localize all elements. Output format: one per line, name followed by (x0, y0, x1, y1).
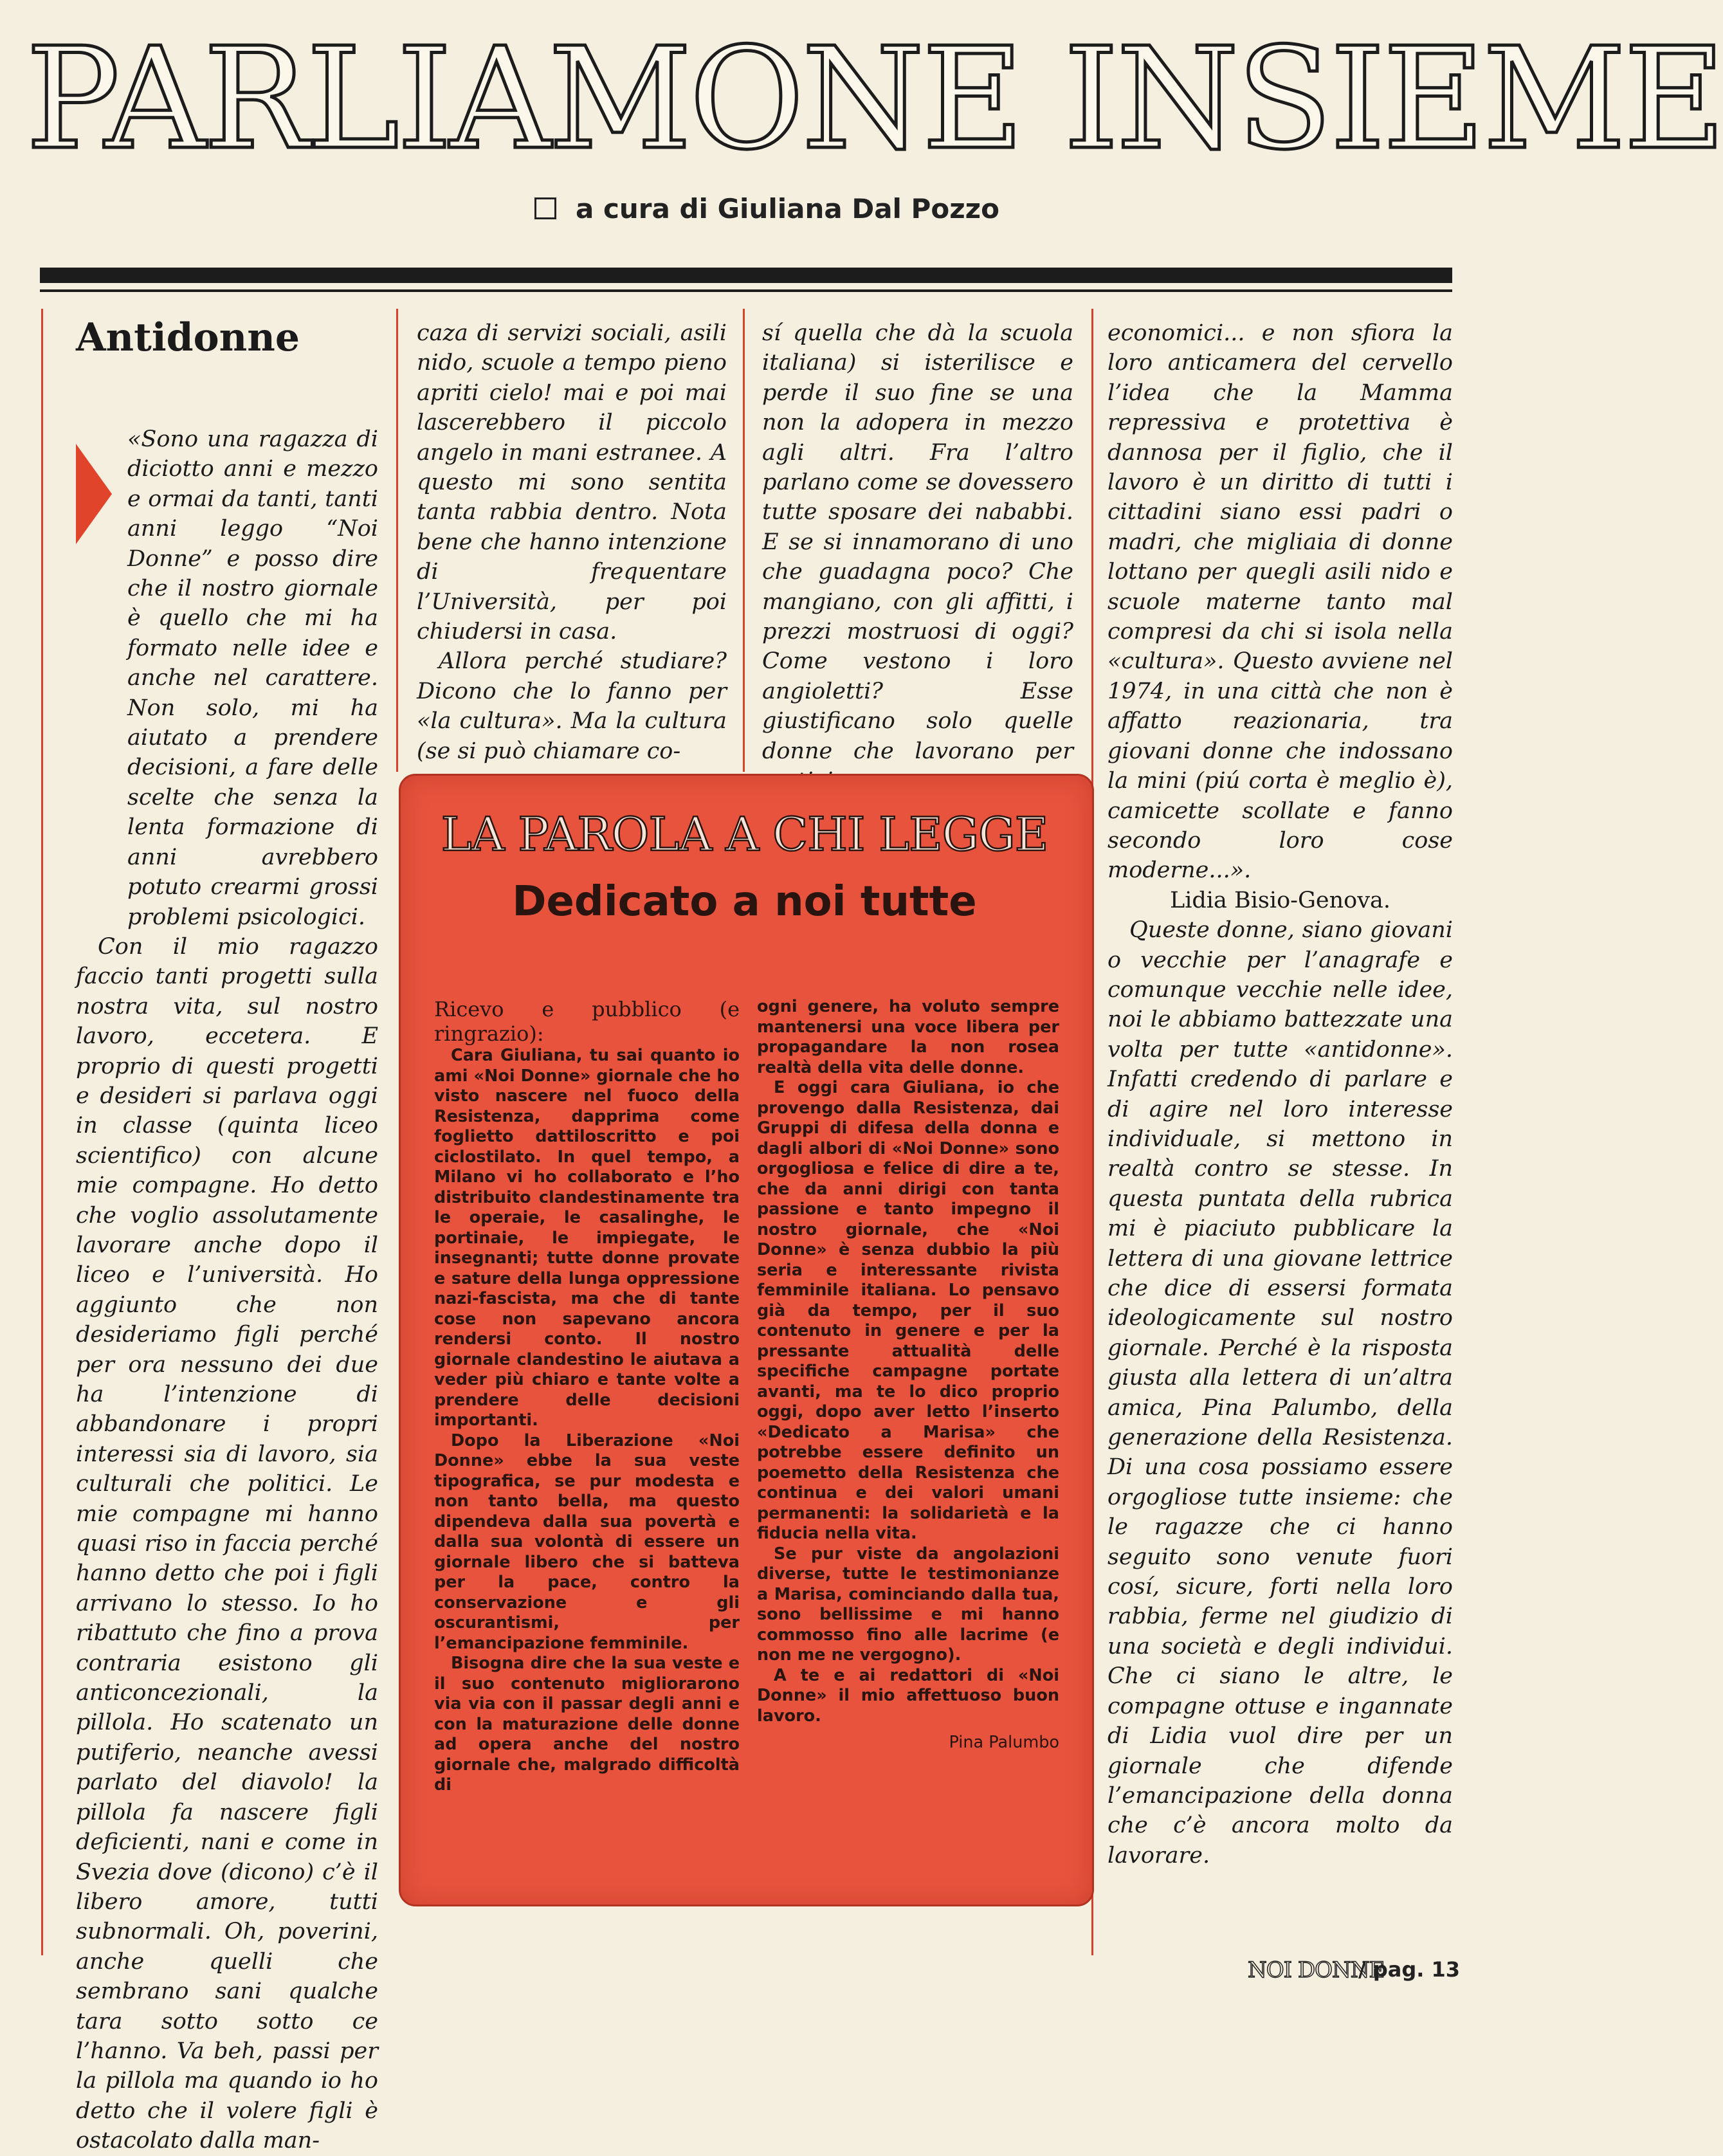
article-lead-paragraph: «Sono una ragazza di diciotto anni e mezzo e ormai da tanti, tanti anni leggo “Noi Donne” e posso dire che il nostro giornale è quello che mi ha formato nelle idee e anche nel carattere. Non solo, mi ha aiutato a prendere decisioni, a fare delle scelte che senza la lenta formazione di anni avrebbero potuto crearmi grossi problemi psicologici. (127, 426, 378, 930)
box-paragraph: A te e ai redattori di «Noi Donne» il mio affettuoso buon lavoro. (757, 1665, 1059, 1726)
article-paragraph: Allora perché studiare? Dicono che lo fanno per «la cultura». Ma la cultura (se si può chiamare co- (417, 648, 727, 764)
page-number: / pag. 13 (1358, 1957, 1461, 1982)
letter-signature: Lidia Bisio-Genova. (1169, 887, 1391, 913)
column-divider-1 (41, 309, 43, 1955)
box-subheading: Dedicato a noi tutte (512, 878, 977, 926)
curator-text: a cura di Giuliana Dal Pozzo (576, 193, 999, 224)
article-paragraph: sí quella che dà la scuola italiana) si isterilisce e perde il suo fine se una non la adopera in mezzo agli altri. Fra l’altro parlano come se dovessero tutte sposare dei nababbi. E se si innamorano di uno che guadagna poco? Che mangiano, con gli affitti, i prezzi mostruosi di oggi? Come vestono i loro angioletti? Esse giustificano solo quelle donne che lavorano per (762, 320, 1073, 764)
footer-logo: NOI DONNE (1248, 1957, 1385, 1983)
box-paragraph: Se pur viste da angolazioni diverse, tutte le testimonianze a Marisa, cominciando dalla tua, sono bellissime e mi hanno commosso fino alle lacrime (e non me ne vergogno). (757, 1544, 1059, 1665)
box-intro: Ricevo e pubblico (e ringrazio): (434, 997, 740, 1046)
curator-line (0, 193, 1534, 224)
box-paragraph: ogni genere, ha voluto sempre mantenersi una voce libera per propagandare la non rosea realtà della vita delle donne. (757, 997, 1059, 1077)
article-column-3 (762, 318, 1073, 796)
article-paragraph: Con il mio ragazzo faccio tanti progetti sulla nostra vita, sul nostro lavoro, eccetera. E proprio di questi progetti e desideri si parlava oggi in classe (quinta liceo scientifico) con alcune mie compagne. Ho detto che voglio assolutamente lavorare anche dopo il liceo e l’università. Ho aggiunto che non desideriamo figli perché per ora nessuno dei due ha l’intenzione di abbandonare i propri interessi sia di lavoro, sia culturali che politici. Le mie compagne mi hanno quasi riso in faccia perché hanno detto che poi i figli arrivano lo stesso. Io ho ribattuto che fino a prova contraria esistono gli anticoncezionali, la pillola. Ho scatenato un putiferio, neanche avessi parlato del diavolo! la pillola fa nascere figli deficienti, nani e come in Svezia dove (dicono) c’è il libero amore, tutti subnormali. Oh, poverini, anche quelli che sembrano sani qualche tara sotto sotto ce l’hanno. Va beh, passi per la pillola ma quando io ho detto che il volere figli è ostacolato dalla man- (76, 933, 378, 2154)
box-signature: Pina Palumbo (949, 1733, 1059, 1752)
box-paragraph: E oggi cara Giuliana, io che provengo dalla Resistenza, dai Gruppi di difesa della donna e dagli albori di «Noi Donne» sono orgogliosa e felice di dire a te, che da anni dirigi con tanta passione e tanto impegno il nostro giornale, che «Noi Donne» è senza dubbio la più seria e interessante rivista femminile italiana. Lo pensavo già da tempo, per il suo contenuto in genere e per la pressante attualità delle specifiche campagne portate avanti, ma te lo dico proprio oggi, dopo aver letto l’inserto «Dedicato a Marisa» che potrebbe essere definito un poemetto della Resistenza che continua e dei valori umani permanenti: la solidarietà e la fiducia nella vita. (757, 1078, 1059, 1543)
box-paragraph: Cara Giuliana, tu sai quanto io ami «Noi Donne» giornale che ho visto nascere nel fuoco della Resistenza, dapprima come foglietto dattiloscritto e poi ciclostilato. In quel tempo, a Milano vi ho collaborato e l’ho distribuito clandestinamente tra le operaie, le casalinghe, le portinaie, le impiegate, le insegnanti; tutte donne provate e sature della lunga oppressione nazi-fascista, ma che di tante cose non sapevano ancora rendersi conto. Il nostro giornale clandestino le aiutava a veder più chiaro e tante volte a prendere delle decisioni importanti. (434, 1046, 740, 1430)
article-paragraph: caza di servizi sociali, asili nido, scuole a tempo pieno apriti cielo! mai e poi mai lascerebbero il piccolo angelo in mani estranee. A questo mi sono sentita tanta rabbia dentro. Nota bene che hanno intenzione di frequentare l’Università, per poi chiudersi in casa. (417, 320, 727, 645)
box-heading: LA PAROLA A CHI LEGGE (441, 807, 1048, 861)
article-headline: Antidonne (76, 315, 300, 360)
header-rule-thick (40, 268, 1452, 283)
box-paragraph: Bisogna dire che la sua veste e il suo contenuto migliorarono via via con il passar degli anni e con la maturazione delle donne ad opera anche del nostro giornale che, malgrado difficoltà di (434, 1654, 740, 1795)
article-paragraph: Queste donne, siano giovani o vecchie per l’anagrafe e comunque vecchie nelle idee, noi le abbiamo battezzate una volta per tutte «antidonne». Infatti credendo di parlare e di agire nel loro interesse individuale, si mettono in realtà contro se stesse. In questa puntata della rubrica mi è piaciuto pubblicare la lettera di una giovane lettrice che dice di essersi formata ideologicamente sul nostro giornale. Perché è la risposta giusta alla lettera di un’altra amica, Pina Palumbo, della generazione della Resistenza. Di una cosa possiamo essere orgogliose tutte insieme: che le ragazze che ci hanno seguito sono venute fuori cosí, sicure, forti nella loro rabbia, ferme nel giudizio di una società e degli individui. Che ci siano le altre, le compagne ottuse e ingannate di Lidia vuol dire per un giornale che difende l’emancipazione della donna che c’è ancora molto da lavorare. (1108, 917, 1453, 1868)
column-divider-3 (743, 309, 745, 772)
masthead-title: PARLIAMONE INSIEME (26, 18, 1723, 181)
article-column-2 (417, 318, 727, 766)
box-paragraph: Dopo la Liberazione «Noi Donne» ebbe la sua veste tipografica, se pur modesta e non tanto bella, ma questo dipendeva dalla sua povertà e dalla sua volontà di essere un giornale libero che si batteva per la pace, contro la conservazione e gli oscurantismi, per l’emancipazione femminile. (434, 1430, 740, 1653)
article-paragraph: economici... e non sfiora la loro anticamera del cervello l’idea che la Mamma repressiva e protettiva è dannosa per il figlio, che il lavoro è un diritto di tutti i cittadini siano essi padri o madri, che migliaia di donne lottano per quegli asili nido e scuole materne tanto mal compresi da chi si isola nella «cultura». Questo avviene nel 1974, in una città che non è affatto reazionaria, tra giovani donne che indossano la mini (piú corta è meglio è), camicette scollate e fanno secondo loro cose moderne...». (1108, 320, 1453, 884)
column-divider-2 (396, 309, 398, 772)
header-rule-thin (40, 289, 1452, 292)
box-column-2 (757, 997, 1059, 1753)
article-column-4 (1108, 318, 1453, 1870)
checkbox-square-icon (534, 197, 556, 219)
article-column-1 (76, 425, 378, 2156)
box-column-1 (434, 997, 740, 1796)
